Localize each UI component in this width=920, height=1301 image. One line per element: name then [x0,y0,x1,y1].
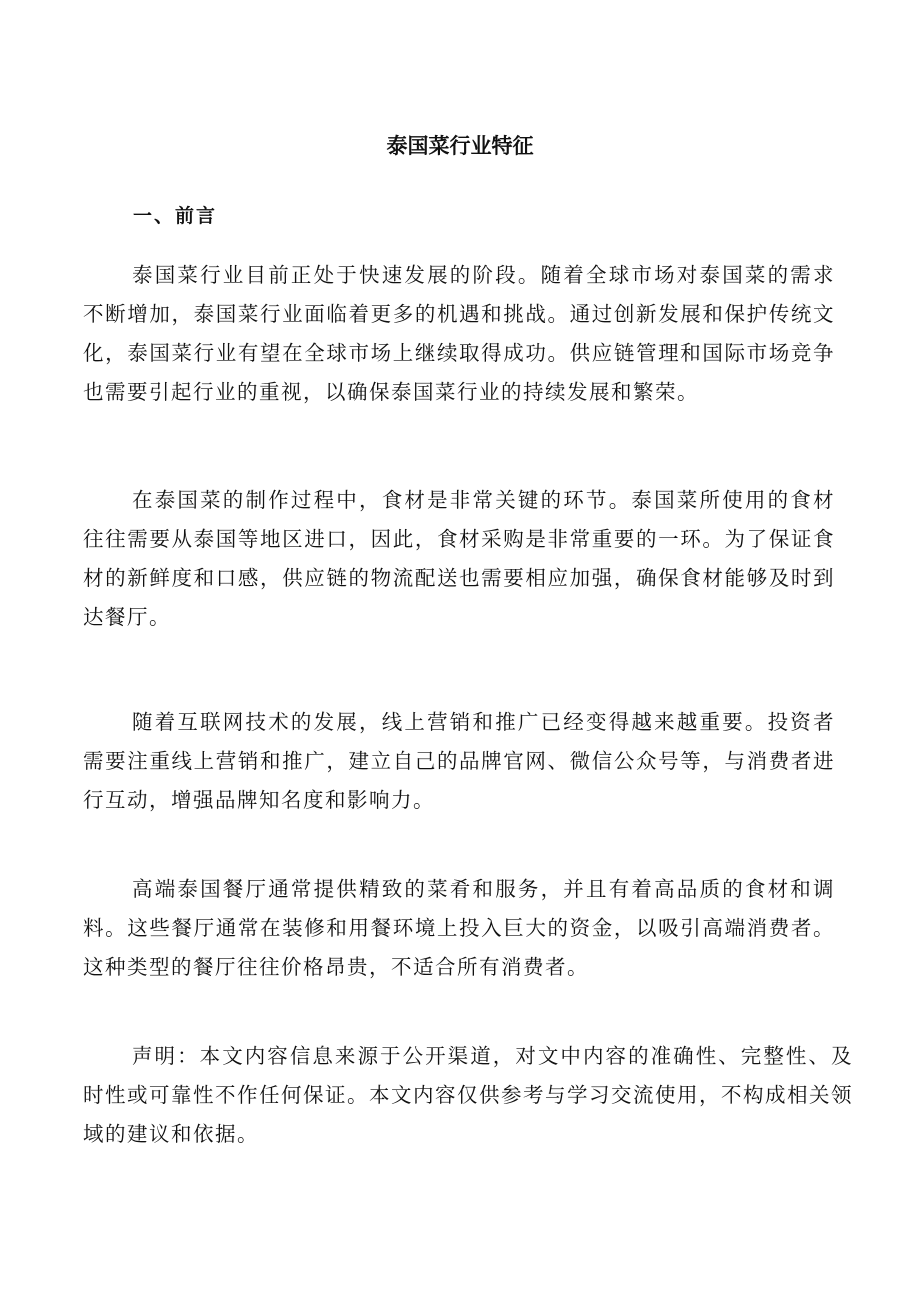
section-heading-preface: 一、前言 [133,205,218,227]
paragraph-disclaimer: 声明：本文内容信息来源于公开渠道，对文中内容的准确性、完整性、及时性或可靠性不作任何保证。本文内容仅供参考与学习交流使用，不构成相关领域的建议和依据。 [83,1044,853,1146]
paragraph-ingredients-supply: 在泰国菜的制作过程中，食材是非常关键的环节。泰国菜所使用的食材往往需要从泰国等地区进口，因此，食材采购是非常重要的一环。为了保证食材的新鲜度和口感，供应链的物流配送也需要相应加强，确保食材能够及时到达餐厅。 [83,488,835,629]
paragraph-industry-overview: 泰国菜行业目前正处于快速发展的阶段。随着全球市场对泰国菜的需求不断增加，泰国菜行业面临着更多的机遇和挑战。通过创新发展和保护传统文化，泰国菜行业有望在全球市场上继续取得成功。供应链管理和国际市场竞争也需要引起行业的重视，以确保泰国菜行业的持续发展和繁荣。 [83,263,835,404]
paragraph-online-marketing: 随着互联网技术的发展，线上营销和推广已经变得越来越重要。投资者需要注重线上营销和推广，建立自己的品牌官网、微信公众号等，与消费者进行互动，增强品牌知名度和影响力。 [83,710,835,812]
document-title: 泰国菜行业特征 [386,134,534,158]
paragraph-high-end-restaurants: 高端泰国餐厅通常提供精致的菜肴和服务，并且有着高品质的食材和调料。这些餐厅通常在装修和用餐环境上投入巨大的资金，以吸引高端消费者。这种类型的餐厅往往价格昂贵，不适合所有消费者。 [83,877,835,979]
